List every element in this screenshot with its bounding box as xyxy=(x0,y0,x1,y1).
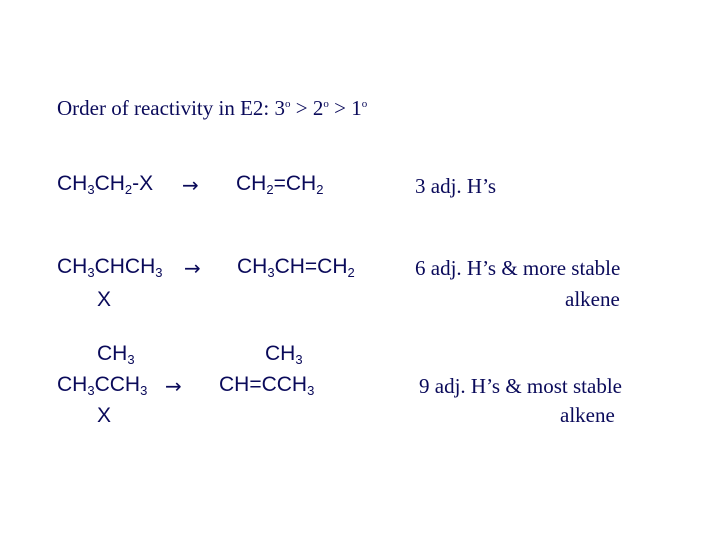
row2-reactant: $CH_3CHCH_3$ xyxy=(57,255,163,280)
row3-note-line1: 9 adj. H’s & most stable xyxy=(419,374,622,398)
row3-reactant-substituent: X xyxy=(97,404,112,427)
row2-note-line1: 6 adj. H’s & more stable xyxy=(415,256,621,280)
row3-arrow-icon: → xyxy=(165,374,182,398)
page-title: Order of reactivity in E2: $3^o > 2^o > 1^o$ xyxy=(57,96,368,120)
row1-note: 3 adj. H’s xyxy=(415,174,497,198)
row2-product: $CH_3CH=CH_2$ xyxy=(237,255,355,280)
row3-product: $CH=CCH_3$ xyxy=(219,373,315,398)
row3-note-line2: alkene xyxy=(560,403,615,427)
row1-product: $CH_2=CH_2$ xyxy=(236,172,324,197)
row3-reactant-top: $CH_3$ xyxy=(97,342,135,367)
row2-arrow-icon: → xyxy=(184,256,201,280)
row2-note-line2: alkene xyxy=(565,287,620,311)
row1-reactant: $CH_3CH_2-X$ xyxy=(57,172,154,197)
row1-arrow-icon: → xyxy=(182,173,199,197)
row3-product-top: $CH_3$ xyxy=(265,342,303,367)
row3-reactant: $CH_3CCH_3$ xyxy=(57,373,148,398)
row2-reactant-substituent: X xyxy=(97,288,112,311)
